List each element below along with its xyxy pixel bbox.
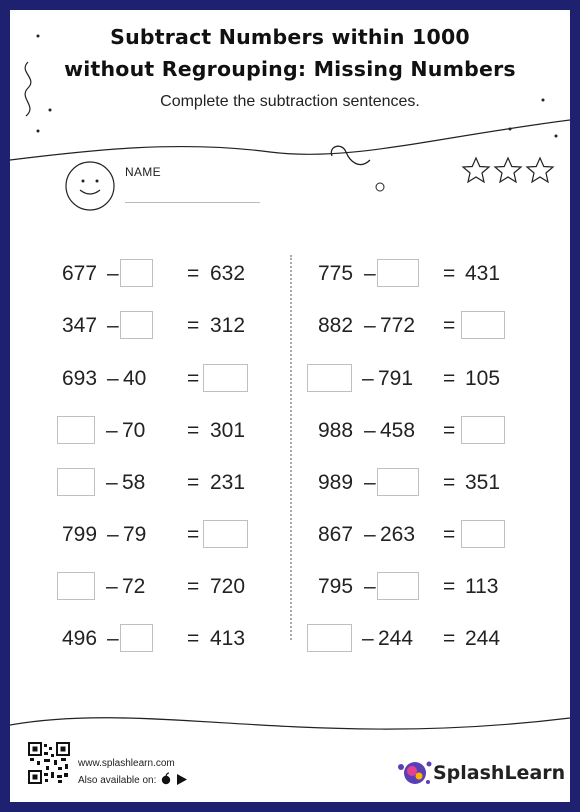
footer-wave-line — [10, 718, 570, 729]
minus-sign: – — [106, 419, 118, 442]
brand-name: SplashLearn — [433, 762, 566, 784]
problem-row — [10, 364, 570, 394]
minus-sign: – — [364, 575, 376, 598]
star-icon — [527, 158, 553, 182]
minus-sign: – — [107, 523, 119, 546]
subtrahend: 40 — [123, 367, 147, 390]
equals-sign: = — [187, 314, 200, 337]
equals-sign: = — [187, 471, 200, 494]
problem-row — [10, 624, 570, 654]
equals-sign: = — [443, 367, 456, 390]
equals-sign: = — [443, 575, 456, 598]
star-icon — [495, 158, 521, 182]
minus-sign: – — [364, 314, 376, 337]
minuend: 775 — [318, 262, 354, 285]
star-rating-icon — [460, 155, 570, 195]
minus-sign: – — [362, 627, 374, 650]
subtrahend: 79 — [123, 523, 147, 546]
difference: 105 — [465, 367, 501, 390]
difference: 312 — [210, 314, 246, 337]
difference: 231 — [210, 471, 246, 494]
answer-box[interactable] — [461, 520, 505, 548]
minuend: 799 — [62, 523, 98, 546]
subtrahend: 458 — [380, 419, 416, 442]
problem-row — [10, 259, 570, 289]
minus-sign: – — [364, 419, 376, 442]
dot — [555, 135, 558, 138]
minus-sign: – — [107, 262, 119, 285]
answer-box[interactable] — [461, 311, 505, 339]
answer-box[interactable] — [307, 364, 352, 392]
subtrahend: 263 — [380, 523, 416, 546]
difference: 632 — [210, 262, 246, 285]
name-field[interactable] — [125, 202, 260, 203]
equals-sign: = — [187, 262, 200, 285]
minus-sign: – — [107, 314, 119, 337]
difference: 113 — [465, 575, 499, 598]
website-url[interactable]: www.splashlearn.com — [78, 758, 175, 769]
minuend: 867 — [318, 523, 354, 546]
equals-sign: = — [443, 419, 456, 442]
minuend: 988 — [318, 419, 354, 442]
subtrahend: 791 — [378, 367, 414, 390]
minus-sign: – — [107, 627, 119, 650]
subtrahend: 772 — [380, 314, 416, 337]
available-on-label: Also available on: — [78, 775, 157, 786]
play-store-icon[interactable] — [177, 774, 187, 785]
dot — [509, 128, 512, 131]
equals-sign: = — [187, 523, 200, 546]
difference: 301 — [210, 419, 246, 442]
worksheet — [10, 10, 570, 802]
minus-sign: – — [106, 575, 118, 598]
worksheet-title-line-1: Subtract Numbers within 1000 — [110, 25, 470, 49]
difference: 413 — [210, 627, 246, 650]
equals-sign: = — [443, 523, 456, 546]
problem-row — [10, 311, 570, 341]
equals-sign: = — [443, 627, 456, 650]
app-store-icons — [160, 772, 190, 786]
instructions: Complete the subtraction sentences. — [160, 93, 420, 110]
problem-row — [10, 416, 570, 446]
minuend: 693 — [62, 367, 98, 390]
minus-sign: – — [107, 367, 119, 390]
difference: 244 — [465, 627, 501, 650]
answer-box[interactable] — [461, 416, 505, 444]
minus-sign: – — [364, 471, 376, 494]
equals-sign: = — [187, 575, 200, 598]
splashlearn-logo-icon — [395, 758, 435, 788]
problem-row — [10, 520, 570, 550]
subtrahend: 244 — [378, 627, 414, 650]
minus-sign: – — [364, 262, 376, 285]
small-circle — [376, 183, 384, 191]
difference: 431 — [465, 262, 501, 285]
worksheet-title-line-2: without Regrouping: Missing Numbers — [64, 57, 516, 81]
answer-box[interactable] — [307, 624, 352, 652]
equals-sign: = — [443, 314, 456, 337]
header-wave-line — [10, 120, 570, 160]
minuend: 989 — [318, 471, 354, 494]
name-label: NAME — [125, 165, 161, 179]
minuend: 496 — [62, 627, 98, 650]
problem-row — [10, 468, 570, 498]
qr-code-icon — [28, 742, 70, 784]
minus-sign: – — [106, 471, 118, 494]
equals-sign: = — [187, 627, 200, 650]
answer-box[interactable] — [377, 572, 419, 600]
subtrahend: 72 — [122, 575, 146, 598]
dot — [37, 130, 40, 133]
minus-sign: – — [362, 367, 374, 390]
apple-icon[interactable] — [162, 773, 170, 784]
squiggle-right — [331, 146, 370, 164]
answer-box[interactable] — [377, 259, 419, 287]
star-icon — [463, 158, 489, 182]
subtrahend: 58 — [122, 471, 146, 494]
minuend: 347 — [62, 314, 98, 337]
equals-sign: = — [443, 471, 456, 494]
equals-sign: = — [187, 419, 200, 442]
equals-sign: = — [443, 262, 456, 285]
equals-sign: = — [187, 367, 200, 390]
answer-box[interactable] — [377, 468, 419, 496]
minuend: 795 — [318, 575, 354, 598]
minuend: 882 — [318, 314, 354, 337]
subtrahend: 70 — [122, 419, 146, 442]
difference: 351 — [465, 471, 501, 494]
difference: 720 — [210, 575, 246, 598]
minuend: 677 — [62, 262, 98, 285]
minus-sign: – — [364, 523, 376, 546]
problem-row — [10, 572, 570, 602]
